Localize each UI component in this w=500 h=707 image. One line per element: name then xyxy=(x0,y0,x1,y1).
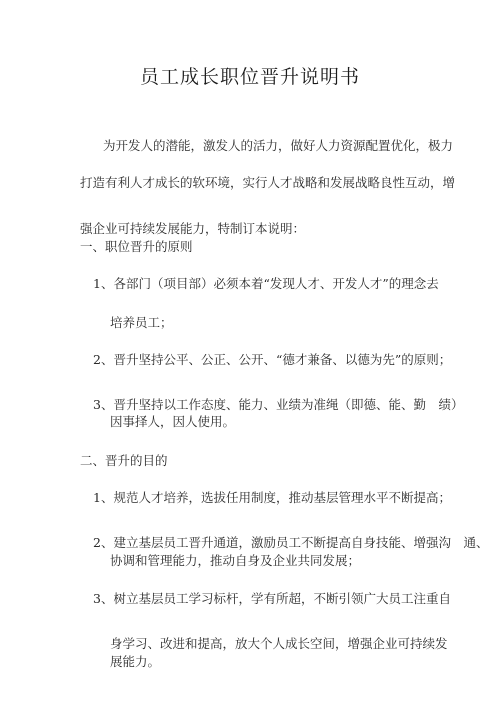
intro-line-1: 为开发人的潜能，激发人的活力，做好人力资源配置优化，极力 xyxy=(103,138,454,153)
section-1-item-1-line-1: 1、各部门（项目部）必须本着“发现人才、开发人才”的理念去 xyxy=(93,276,439,291)
section-1-item-3-line-2: 因事择人，因人使用。 xyxy=(110,414,236,429)
section-2-item-1-line-1: 1、规范人才培养，选拔任用制度，推动基层管理水平不断提高； xyxy=(93,490,451,505)
section-2-item-2-line-1: 2、建立基层员工晋升通道，激励员工不断提高自身技能、增强沟 通、 xyxy=(93,535,489,550)
section-1-item-2-line-1: 2、晋升坚持公平、公正、公开、“德才兼备、以德为先”的原则； xyxy=(93,352,452,367)
section-1-item-1-line-2: 培养员工； xyxy=(110,315,173,330)
section-2-heading: 二、晋升的目的 xyxy=(80,453,168,468)
section-2-item-3-line-2: 身学习、改进和提高，放大个人成长空间，增强企业可持续发 xyxy=(110,636,448,651)
document-title: 员工成长职位晋升说明书 xyxy=(139,66,360,88)
section-2-item-3-line-1: 3、树立基层员工学习标杆，学有所超，不断引领广大员工注重自 xyxy=(93,591,451,606)
section-2-item-3-line-3: 展能力。 xyxy=(110,654,161,669)
section-2-item-2-line-2: 协调和管理能力，推动自身及企业共同发展； xyxy=(110,553,361,568)
intro-line-3: 强企业可持续发展能力，特制订本说明： xyxy=(80,221,306,236)
section-1-heading: 一、职位晋升的原则 xyxy=(80,239,193,254)
section-1-item-3-line-1: 3、晋升坚持以工作态度、能力、业绩为准绳（即德、能、勤 绩） xyxy=(93,397,464,412)
intro-line-2: 打造有利人才成长的软环境，实行人才战略和发展战略良性互动，增 xyxy=(80,175,456,190)
